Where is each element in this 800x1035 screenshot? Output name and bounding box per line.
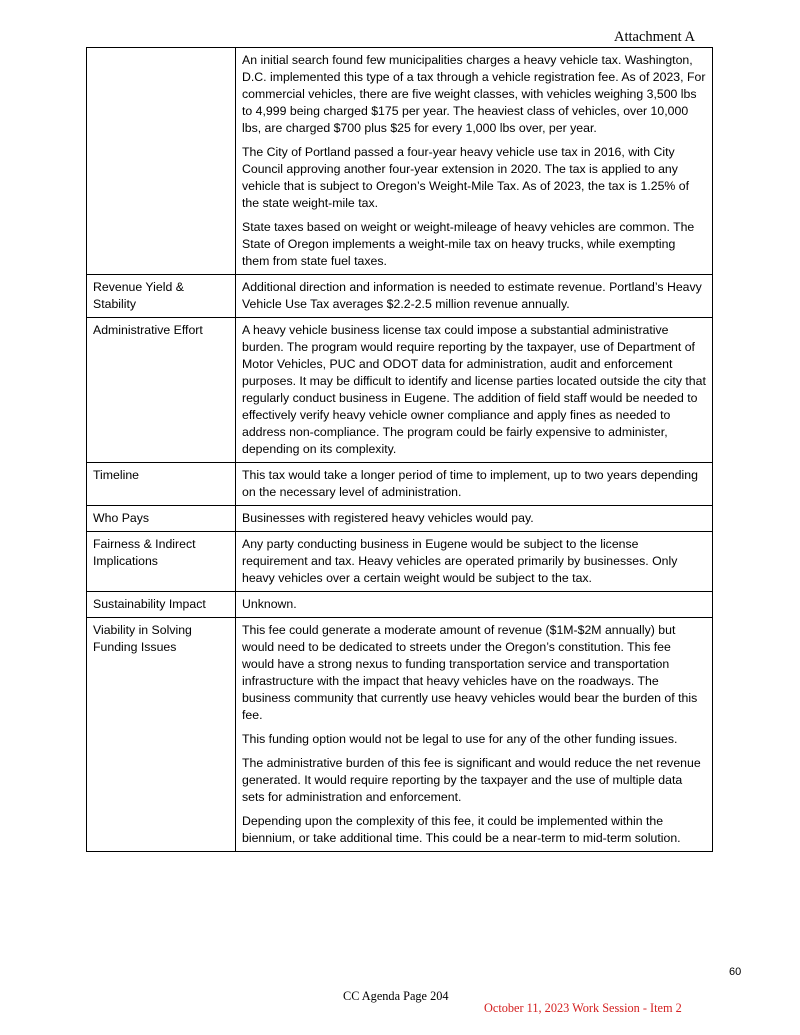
row-label: Administrative Effort — [87, 318, 236, 463]
description-paragraph: State taxes based on weight or weight-mileage of heavy vehicles are common. The State of Oregon implements a weight-mile tax on heavy trucks, while exempting them from state fuel taxes. — [242, 220, 695, 268]
description-paragraph: Unknown. — [242, 597, 297, 611]
table-row — [87, 318, 713, 463]
row-description — [236, 275, 713, 318]
row-label — [87, 48, 236, 275]
table-row — [87, 275, 713, 318]
table-row — [87, 618, 713, 852]
attachment-label: Attachment A — [614, 29, 695, 45]
table-row — [87, 532, 713, 592]
row-description — [236, 506, 713, 532]
table-body — [87, 48, 713, 852]
table-row — [87, 48, 713, 275]
row-label: Timeline — [87, 463, 236, 506]
description-paragraph: Businesses with registered heavy vehicles would pay. — [242, 511, 534, 525]
description-paragraph: An initial search found few municipalities charges a heavy vehicle tax. Washington, D.C. implemented this type of a tax through a vehicle registration fee. As of 2023, For commercial vehicles, there are five weight classes, with vehicles weighing 3,500 lbs to 4,999 being charged $175 per year. The heaviest class of vehicles, over 10,000 lbs, are charged $700 plus $25 for every 1,000 lbs over, per year. — [242, 53, 706, 135]
row-label: Who Pays — [87, 506, 236, 532]
description-paragraph: Depending upon the complexity of this fee, it could be implemented within the biennium, or take additional time. This could be a near-term to mid-term solution. — [242, 814, 681, 845]
description-paragraph: The City of Portland passed a four-year heavy vehicle use tax in 2016, with City Council approving another four-year extension in 2020. The tax is applied to any vehicle that is subject to Oregon’s Weight-Mile Tax. As of 2023, the tax is 1.25% of the state weight-mile tax. — [242, 145, 690, 210]
description-paragraph: This funding option would not be legal to use for any of the other funding issues. — [242, 732, 678, 746]
description-paragraph: This fee could generate a moderate amount of revenue ($1M-$2M annually) but would need to be dedicated to streets under the Oregon’s constitution. This fee would have a strong nexus to funding transportation service and transportation infrastructure with the impact that heavy vehicles have on the roadways. The business community that currently use heavy vehicles would bear the burden of this fee. — [242, 623, 698, 722]
table-row — [87, 592, 713, 618]
description-paragraph: This tax would take a longer period of time to implement, up to two years depending on the necessary level of administration. — [242, 468, 698, 499]
row-description — [236, 532, 713, 592]
row-description — [236, 592, 713, 618]
agenda-page-footer: CC Agenda Page 204 — [343, 989, 449, 1003]
work-session-footer: October 11, 2023 Work Session - Item 2 — [484, 1001, 682, 1015]
row-label: Sustainability Impact — [87, 592, 236, 618]
table-row — [87, 463, 713, 506]
row-description — [236, 318, 713, 463]
description-paragraph: Any party conducting business in Eugene would be subject to the license requirement and tax. Heavy vehicles are operated primarily by businesses. Only heavy vehicles over a certain weight would be subject to the tax. — [242, 537, 678, 585]
description-paragraph: A heavy vehicle business license tax could impose a substantial administrative burden. The program would require reporting by the taxpayer, use of Department of Motor Vehicles, PUC and ODOT data for administration, audit and enforcement purposes. It may be difficult to identify and license parties located outside the city that regularly conduct business in Eugene. The addition of field staff would be needed to effectively verify heavy vehicle owner compliance and apply fines as needed to address non-compliance. The program could be fairly expensive to administer, depending on its complexity. — [242, 323, 706, 456]
row-label: Revenue Yield & Stability — [87, 275, 236, 318]
row-description — [236, 463, 713, 506]
evaluation-table — [86, 47, 713, 852]
description-paragraph: The administrative burden of this fee is significant and would reduce the net revenue generated. It would require reporting by the taxpayer and the use of multiple data sets for administration and enforcement. — [242, 756, 701, 804]
row-label: Viability in Solving Funding Issues — [87, 618, 236, 852]
row-label: Fairness & Indirect Implications — [87, 532, 236, 592]
description-paragraph: Additional direction and information is needed to estimate revenue. Portland’s Heavy Vehicle Use Tax averages $2.2-2.5 million revenue annually. — [242, 280, 702, 311]
row-description — [236, 618, 713, 852]
row-description — [236, 48, 713, 275]
table-row — [87, 506, 713, 532]
page-number: 60 — [729, 966, 742, 978]
